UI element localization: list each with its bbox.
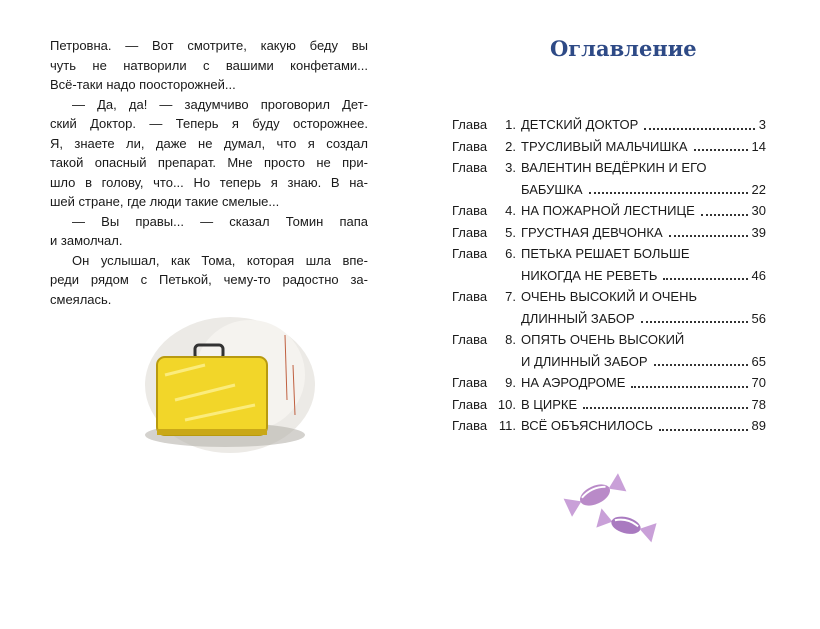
page-number: 3 — [758, 117, 766, 132]
chapter-word: Глава — [452, 160, 488, 175]
chapter-word: Глава — [452, 203, 488, 218]
chapter-title: ТРУСЛИВЫЙ МАЛЬЧИШКА — [521, 138, 688, 154]
toc-entry[interactable] — [452, 394, 766, 416]
text-line: реди рядом с Петькой, чему-то радостно за- — [50, 272, 368, 287]
chapter-number: 7. — [505, 289, 516, 304]
leader-dots — [659, 415, 747, 431]
chapter-word: Глава — [452, 138, 488, 154]
toc-entry[interactable] — [452, 157, 766, 200]
text-line: Я, знаете ли, даже не думал, что я создал — [50, 135, 368, 151]
chapter-title: ОЧЕНЬ ВЫСОКИЙ И ОЧЕНЬ — [521, 289, 697, 304]
text-line: Петровна. — Вот смотрите, какую беду вы — [50, 38, 368, 53]
text-line: — Да, да! — задумчиво проговорил Дет- — [72, 96, 368, 112]
chapter-word: Глава — [452, 224, 488, 240]
page-number: 56 — [751, 310, 766, 326]
chapter-word: Глава — [452, 396, 488, 412]
toc-entry[interactable] — [452, 114, 766, 136]
chapter-word: Глава — [452, 246, 488, 261]
leader-dots — [669, 222, 748, 238]
chapter-number: 4. — [505, 203, 516, 218]
text-line: Он услышал, как Тома, которая шла впе- — [72, 252, 368, 268]
page-number: 70 — [751, 375, 766, 390]
page-number: 65 — [751, 353, 766, 369]
text-line: чуть не натворили с вашими конфетами... — [50, 57, 368, 73]
chapter-title: ВАЛЕНТИН ВЕДЁРКИН И ЕГО — [521, 160, 707, 175]
toc-entry[interactable] — [452, 200, 766, 222]
chapter-title: ВСЁ ОБЪЯСНИЛОСЬ — [521, 418, 654, 433]
leader-dots — [631, 372, 747, 388]
text-line: Всё-таки надо поосторожней... — [50, 77, 236, 92]
page-number: 89 — [751, 418, 766, 433]
text-line: шей стране, где люди такие смелые... — [50, 194, 280, 209]
toc-entry[interactable] — [452, 329, 766, 372]
chapter-word: Глава — [452, 289, 488, 304]
toc-entry[interactable] — [452, 136, 766, 158]
chapter-number: 9. — [505, 375, 516, 390]
chapter-number: 2. — [505, 138, 516, 154]
leader-dots — [641, 308, 748, 324]
leader-dots — [589, 179, 748, 195]
page-number: 78 — [751, 396, 766, 412]
page-number: 39 — [751, 224, 766, 240]
leader-dots — [644, 114, 754, 130]
chapter-title: И ДЛИННЫЙ ЗАБОР — [521, 353, 648, 369]
chapter-title: НИКОГДА НЕ РЕВЕТЬ — [521, 267, 658, 283]
chapter-number: 11. — [498, 418, 516, 433]
toc-entry[interactable] — [452, 222, 766, 244]
chapter-title: ДЛИННЫЙ ЗАБОР — [521, 310, 635, 326]
chapter-number: 1. — [505, 117, 516, 132]
chapter-title: НА АЭРОДРОМЕ — [521, 375, 626, 390]
chapter-title: НА ПОЖАРНОЙ ЛЕСТНИЦЕ — [521, 203, 695, 218]
chapter-number: 8. — [505, 332, 516, 347]
table-of-contents — [452, 114, 766, 437]
toc-title: Оглавление — [550, 36, 697, 61]
chapter-word: Глава — [452, 375, 488, 390]
toc-entry[interactable] — [452, 415, 766, 437]
chapter-title: ОПЯТЬ ОЧЕНЬ ВЫСОКИЙ — [521, 332, 685, 347]
candy-icon — [560, 470, 660, 545]
leader-dots — [654, 351, 748, 367]
page-number: 14 — [751, 138, 766, 154]
leader-dots — [583, 394, 747, 410]
chapter-number: 6. — [505, 246, 516, 261]
page-number: 46 — [751, 267, 766, 283]
chapter-word: Глава — [452, 332, 488, 347]
leader-dots — [694, 136, 748, 152]
text-line: такой опасный препарат. Мне просто не при- — [50, 155, 368, 170]
chapter-title: ДЕТСКИЙ ДОКТОР — [521, 117, 639, 132]
text-line: — Вы правы... — сказал Томин папа — [72, 213, 368, 229]
leader-dots — [701, 200, 748, 216]
text-line: смеялась. — [50, 291, 112, 307]
chapter-number: 5. — [505, 224, 516, 240]
chapter-title: БАБУШКА — [521, 181, 583, 197]
chapter-number: 10. — [497, 396, 516, 412]
text-line: и замолчал. — [50, 233, 123, 248]
chapter-word: Глава — [452, 418, 488, 433]
leader-dots — [663, 265, 747, 281]
chapter-title: ПЕТЬКА РЕШАЕТ БОЛЬШЕ — [521, 246, 690, 261]
chapter-word: Глава — [452, 117, 488, 132]
text-line: шло в голову, что... Но теперь я знаю. В на- — [50, 174, 368, 190]
toc-entry[interactable] — [452, 372, 766, 394]
story-text — [50, 36, 368, 309]
suitcase-illustration — [135, 305, 315, 455]
chapter-number: 3. — [505, 160, 516, 175]
toc-entry[interactable] — [452, 286, 766, 329]
chapter-title: ГРУСТНАЯ ДЕВЧОНКА — [521, 224, 663, 240]
page-number: 30 — [751, 203, 766, 218]
chapter-title: В ЦИРКЕ — [521, 396, 578, 412]
page-number: 22 — [751, 181, 766, 197]
toc-entry[interactable] — [452, 243, 766, 286]
text-line: ский Доктор. — Теперь я буду осторожнее. — [50, 116, 368, 131]
